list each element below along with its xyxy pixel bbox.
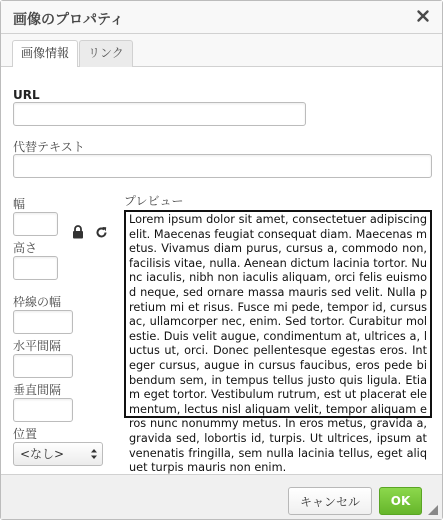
height-input[interactable] bbox=[13, 256, 58, 280]
dialog-footer bbox=[1, 474, 442, 519]
align-select-value: <なし> bbox=[20, 447, 65, 461]
tab-bar bbox=[1, 34, 442, 67]
alt-text-label: 代替テキスト bbox=[13, 140, 85, 154]
border-width-label: 枠線の幅 bbox=[13, 295, 62, 309]
resize-handle-icon[interactable] bbox=[427, 504, 439, 516]
alt-text-input[interactable] bbox=[13, 154, 432, 178]
width-input[interactable] bbox=[13, 212, 58, 236]
hspace-label: 水平間隔 bbox=[13, 339, 62, 353]
preview-box: Lorem ipsum dolor sit amet, consectetuer adipiscing elit. Maecenas feugiat consequat diam. Maecenas metus. Vivamus diam purus, cursus a, commodo non, facilisis vitae, nulla. Aenean dictum lacinia tortor. Nunc iaculis, nibh non iaculis aliquam, orci felis euismod neque, sed ornare massa mauris sed velit. Nulla pretium mi et risus. Fusce mi pede, tempor id, cursus ac, ullamcorper nec, enim. Sed tortor. Curabitur molestie. Duis velit augue, condimentum at, ultrices a, luctus ut, orci. Donec pellentesque egestas eros. Integer cursus, augue in cursus faucibus, eros pede bibendum sem, in tempus tellus justo quis ligula. Etiam eget tortor. Vestibulum rutrum, est ut placerat elementum, lectus nisl aliquam velit, tempor aliquam eros nunc nonummy metus. In eros metus, gravida a, gravida sed, lobortis id, turpis. Ut ultrices, ipsum at venenatis fringilla, sem nulla lacinia tellus, eget aliquet turpis mauris non enim. bbox=[124, 210, 432, 418]
url-input[interactable] bbox=[13, 102, 306, 126]
lock-icon[interactable] bbox=[70, 224, 86, 240]
align-label: 位置 bbox=[13, 427, 38, 441]
hspace-input[interactable] bbox=[13, 354, 73, 378]
border-width-input[interactable] bbox=[13, 310, 73, 334]
width-label: 幅 bbox=[13, 197, 26, 211]
align-select[interactable] bbox=[13, 442, 103, 466]
close-icon[interactable] bbox=[413, 5, 433, 27]
vspace-label: 垂直間隔 bbox=[13, 383, 62, 397]
cancel-button[interactable]: キャンセル bbox=[288, 487, 372, 515]
image-info-panel bbox=[1, 67, 442, 474]
vspace-input[interactable] bbox=[13, 398, 73, 422]
select-arrows-icon bbox=[90, 447, 98, 461]
dialog-title: 画像のプロパティ bbox=[13, 12, 124, 28]
ok-button[interactable]: OK bbox=[379, 487, 422, 515]
height-label: 高さ bbox=[13, 241, 38, 255]
tab-image-info[interactable]: 画像情報 bbox=[12, 40, 78, 68]
tab-link[interactable]: リンク bbox=[79, 40, 133, 67]
dialog-titlebar[interactable] bbox=[1, 1, 442, 34]
preview-label: プレビュー bbox=[124, 194, 184, 208]
refresh-icon[interactable] bbox=[93, 224, 109, 240]
url-label: URL bbox=[13, 88, 40, 102]
